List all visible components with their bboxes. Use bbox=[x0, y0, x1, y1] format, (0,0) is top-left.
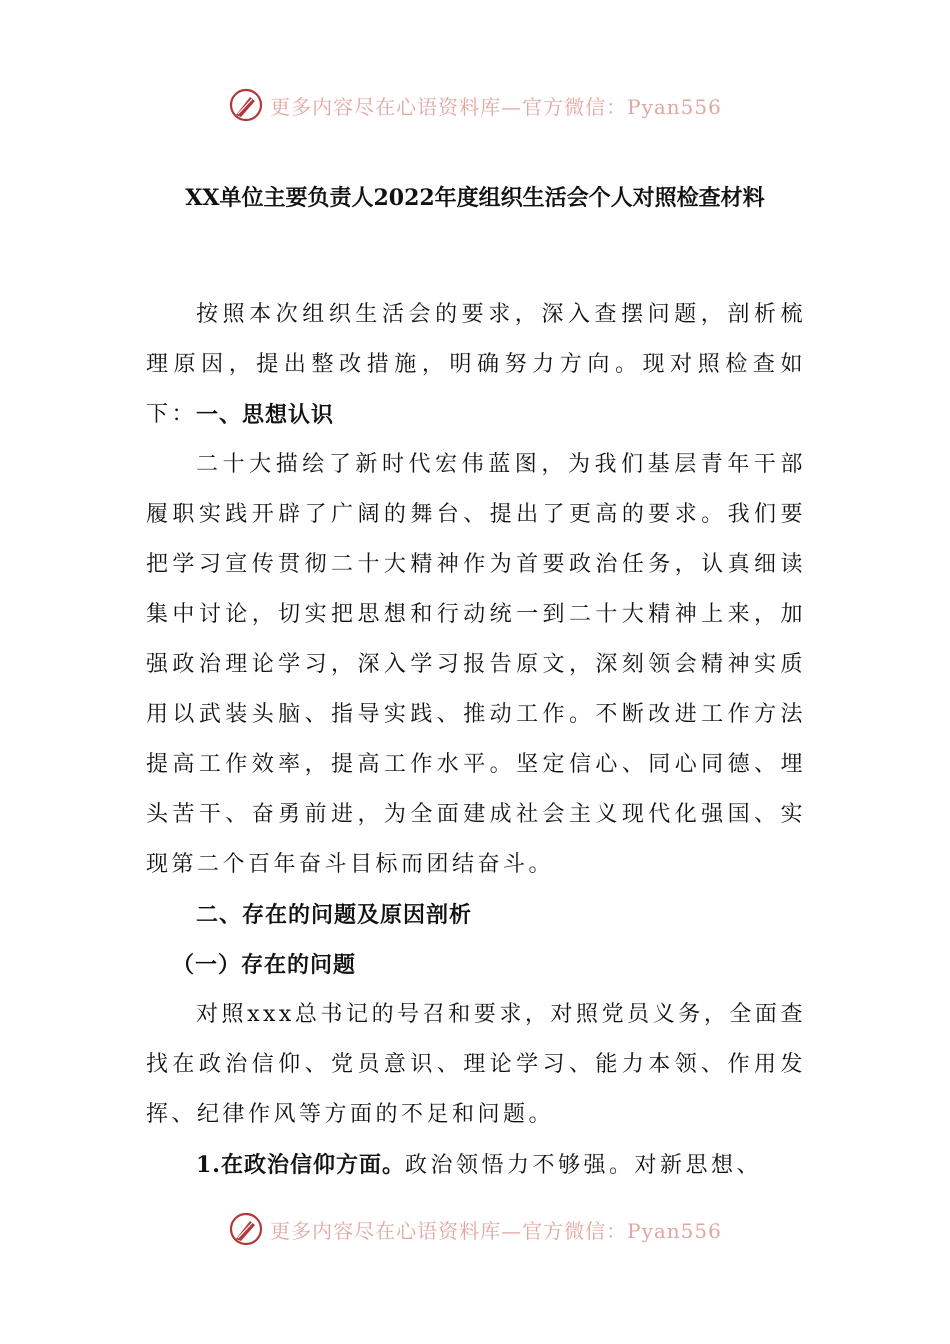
watermark-banner-top bbox=[0, 80, 950, 130]
section-2-heading: 二、存在的问题及原因剖析 bbox=[196, 902, 473, 928]
watermark-text: 更多内容尽在心语资料库—官方微信：Pyan556 bbox=[270, 1218, 722, 1243]
watermark-text: 更多内容尽在心语资料库—官方微信：Pyan556 bbox=[270, 94, 722, 119]
subsection-1-heading: （一）存在的问题 bbox=[172, 952, 357, 978]
watermark-banner-bottom bbox=[0, 1204, 950, 1254]
pen-nib-logo-icon bbox=[228, 87, 264, 123]
item-1-text: 政治领悟力不够强。对新思想、 bbox=[404, 1153, 762, 1178]
item-1-label: 1.在政治信仰方面。 bbox=[196, 1152, 405, 1178]
pen-nib-logo-icon bbox=[228, 1211, 264, 1247]
intro-paragraph: 按照本次组织生活会的要求，深入查摆问题，剖析梳理原因，提出整改措施，明确努力方向。现对照检查如下： bbox=[146, 302, 806, 427]
document-title: XX单位主要负责人2022年度组织生活会个人对照检查材料 bbox=[185, 185, 765, 211]
item-1-paragraph bbox=[146, 1140, 806, 1191]
section-1-paragraph: 二十大描绘了新时代宏伟蓝图，为我们基层青年干部履职实践开辟了广阔的舞台、提出了更高的要求。我们要把学习宣传贯彻二十大精神作为首要政治任务，认真细读集中讨论，切实把思想和行动统一到二十大精神上来，加强政治理论学习，深入学习报告原文，深刻领会精神实质用以武装头脑、指导实践、推动工作。不断改进工作方法提高工作效率，提高工作水平。坚定信心、同心同德、埋头苦干、奋勇前进，为全面建成社会主义现代化强国、实现第二个百年奋斗目标而团结奋斗。 bbox=[146, 452, 806, 877]
section-1-heading: 一、思想认识 bbox=[196, 402, 335, 428]
subsection-1-paragraph: 对照xxx总书记的号召和要求，对照党员义务，全面查找在政治信仰、党员意识、理论学习、能力本领、作用发挥、纪律作风等方面的不足和问题。 bbox=[146, 1002, 806, 1127]
